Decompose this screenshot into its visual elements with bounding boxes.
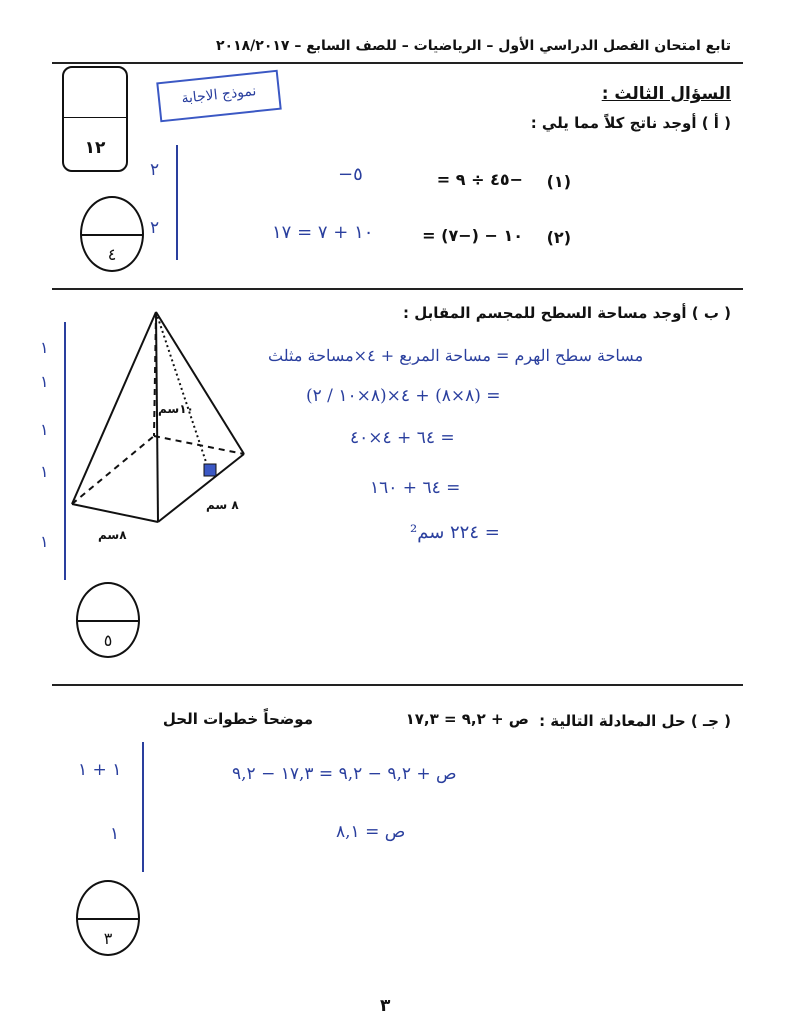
part-a-item-1-expression: −٤٥ ÷ ٩ =	[436, 170, 523, 189]
part-c-mark-2: ١	[110, 824, 120, 844]
part-a-item-1-answer: −٥	[338, 164, 363, 185]
part-a-item-2-answer: ١٠ + ٧ = ١٧	[272, 222, 374, 243]
part-b-mark-4: ١	[40, 462, 49, 481]
part-b-solution-line-1: مساحة سطح الهرم = مساحة المربع + ٤×مساحة مثلث	[268, 346, 644, 365]
part-c-score-oval	[76, 880, 140, 956]
part-a-item-1-number: (١)	[546, 172, 571, 191]
part-a-score: ٤	[107, 245, 117, 264]
label-base-front: ٨سم	[98, 528, 127, 542]
part-c-instruction: موضحاً خطوات الحل	[162, 710, 313, 728]
section-divider-a-b	[52, 288, 743, 290]
part-a-item-2-expression: ١٠ − (−٧) =	[422, 226, 523, 245]
part-c-solution-line-1: ص + ٩,٢ − ٩,٢ = ١٧,٣ − ٩,٢	[232, 764, 457, 784]
part-b-prompt: ( ب ) أوجد مساحة السطح للمجسم المقابل :	[403, 304, 731, 322]
label-slant-height: ١٠سم	[158, 402, 194, 416]
part-b-score-oval	[76, 582, 140, 658]
stamp-text: نموذج الاجابة	[180, 83, 258, 107]
total-score-value: ١٢	[84, 138, 106, 158]
part-c-equation: ص + ٩,٢ = ١٧,٣	[405, 710, 529, 728]
part-c-score: ٣	[103, 929, 113, 948]
part-b-solution-line-4: = ٦٤ + ١٦٠	[370, 478, 461, 498]
section-divider-b-c	[52, 684, 743, 686]
part-a-item-2-number: (٢)	[546, 228, 571, 247]
part-c-prompt: ( جـ ) حل المعادلة التالية :	[539, 712, 731, 730]
right-angle-marker	[204, 464, 216, 476]
answer-model-stamp	[156, 70, 282, 123]
page-number: ٣	[380, 996, 391, 1016]
page-header: تابع امتحان الفصل الدراسي الأول – الرياضيات – للصف السابع – ٢٠١٨/٢٠١٧	[215, 38, 731, 54]
part-a-mark-1: ٢	[150, 160, 160, 180]
part-a-margin-line	[176, 145, 178, 260]
part-b-mark-5: ١	[40, 532, 49, 551]
part-c-solution-line-2: ص = ٨,١	[336, 822, 406, 842]
part-b-solution-line-3: = ٦٤ + ٤×٤٠	[350, 428, 455, 448]
part-b-mark-3: ١	[40, 420, 49, 439]
part-b-score: ٥	[103, 631, 113, 650]
part-a-prompt: ( أ ) أوجد ناتج كلاً مما يلي :	[530, 114, 731, 132]
part-b-solution-line-2: = (٨×٨) + ٤×(٨×١٠ / ٢)	[306, 386, 501, 406]
part-b-solution-line-5: = ٢٢٤ سم²	[410, 522, 500, 543]
header-rule	[52, 62, 743, 64]
part-c-margin-line	[142, 742, 144, 872]
part-c-mark-1: ١ + ١	[78, 760, 122, 780]
label-base-right: ٨ سم	[206, 498, 239, 512]
total-score-box	[62, 66, 128, 172]
part-b-mark-1: ١	[40, 338, 49, 357]
part-a-mark-2: ٢	[150, 218, 160, 238]
part-b-mark-2: ١	[40, 372, 49, 391]
question-title: السؤال الثالث :	[601, 84, 731, 104]
part-a-score-oval	[80, 196, 144, 272]
